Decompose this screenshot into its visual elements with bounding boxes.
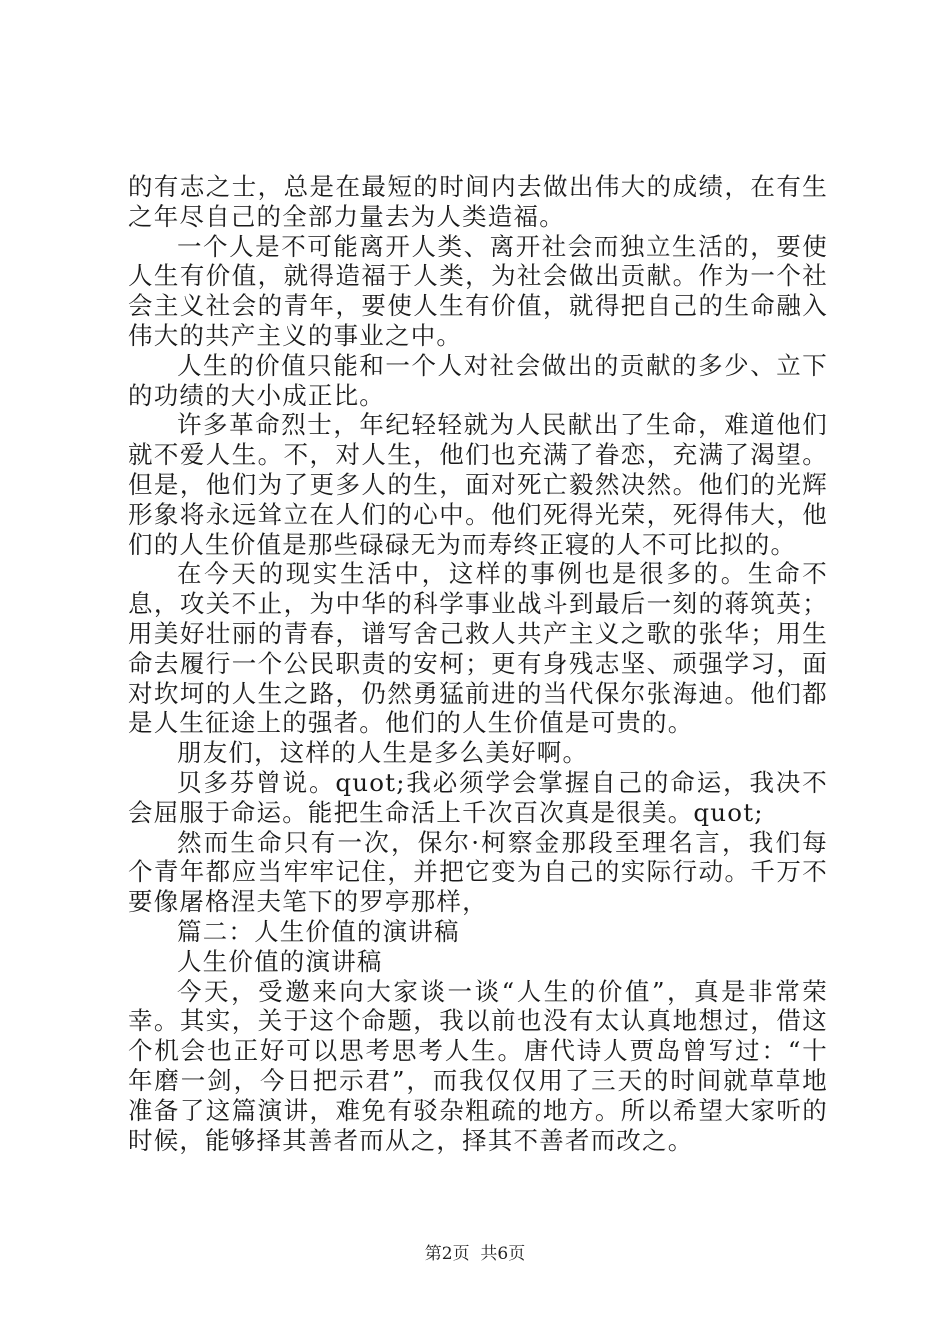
paragraph: 人生的价值只能和一个人对社会做出的贡献的多少、立下的功绩的大小成正比。 <box>128 350 828 410</box>
paragraph: 贝多芬曾说。quot;我必须学会掌握自己的命运，我决不会屈服于命运。能把生命活上千次百次真是很美。quot; <box>128 767 828 827</box>
paragraph: 许多革命烈士，年纪轻轻就为人民献出了生命，难道他们就不爱人生。不，对人生，他们也充满了眷恋，充满了渴望。但是，他们为了更多人的生，面对死亡毅然决然。他们的光辉形象将永远耸立在人们的心中。他们死得光荣，死得伟大，他们的人生价值是那些碌碌无为而寿终正寝的人不可比拟的。 <box>128 410 828 559</box>
speech-title: 人生价值的演讲稿 <box>177 946 383 976</box>
paragraph: 的有志之士，总是在最短的时间内去做出伟大的成绩，在有生之年尽自己的全部力量去为人类造福。 <box>128 172 828 231</box>
paragraph: 然而生命只有一次，保尔·柯察金那段至理名言，我们每个青年都应当牢牢记住，并把它变为自己的实际行动。千万不要像屠格涅夫笔下的罗亭那样， <box>128 827 828 917</box>
paragraph: 一个人是不可能离开人类、离开社会而独立生活的，要使人生有价值，就得造福于人类，为社会做出贡献。作为一个社会主义社会的青年，要使人生有价值，就得把自己的生命融入伟大的共产主义的事业之中。 <box>128 231 828 350</box>
page-number: 第2页 <box>424 1244 470 1264</box>
document-body <box>128 172 828 1155</box>
page-total: 共6页 <box>480 1244 526 1264</box>
paragraph: 今天，受邀来向大家谈一谈“人生的价值”，真是非常荣幸。其实，关于这个命题，我以前也没有太认真地想过，借这个机会也正好可以思考思考人生。唐代诗人贾岛曾写过：“十年磨一剑，今日把示君”，而我仅仅用了三天的时间就草草地准备了这篇演讲，难免有驳杂粗疏的地方。所以希望大家听的时候，能够择其善者而从之，择其不善者而改之。 <box>128 976 828 1155</box>
page-footer <box>0 1244 950 1264</box>
paragraph: 在今天的现实生活中，这样的事例也是很多的。生命不息，攻关不止，为中华的科学事业战斗到最后一刻的蒋筑英；用美好壮丽的青春，谱写舍己救人共产主义之歌的张华；用生命去履行一个公民职责的安柯；更有身残志坚、顽强学习，面对坎坷的人生之路，仍然勇猛前进的当代保尔张海迪。他们都是人生征途上的强者。他们的人生价值是可贵的。 <box>128 559 828 738</box>
section-heading: 篇二：人生价值的演讲稿 <box>177 916 460 946</box>
paragraph: 朋友们，这样的人生是多么美好啊。 <box>177 738 589 768</box>
